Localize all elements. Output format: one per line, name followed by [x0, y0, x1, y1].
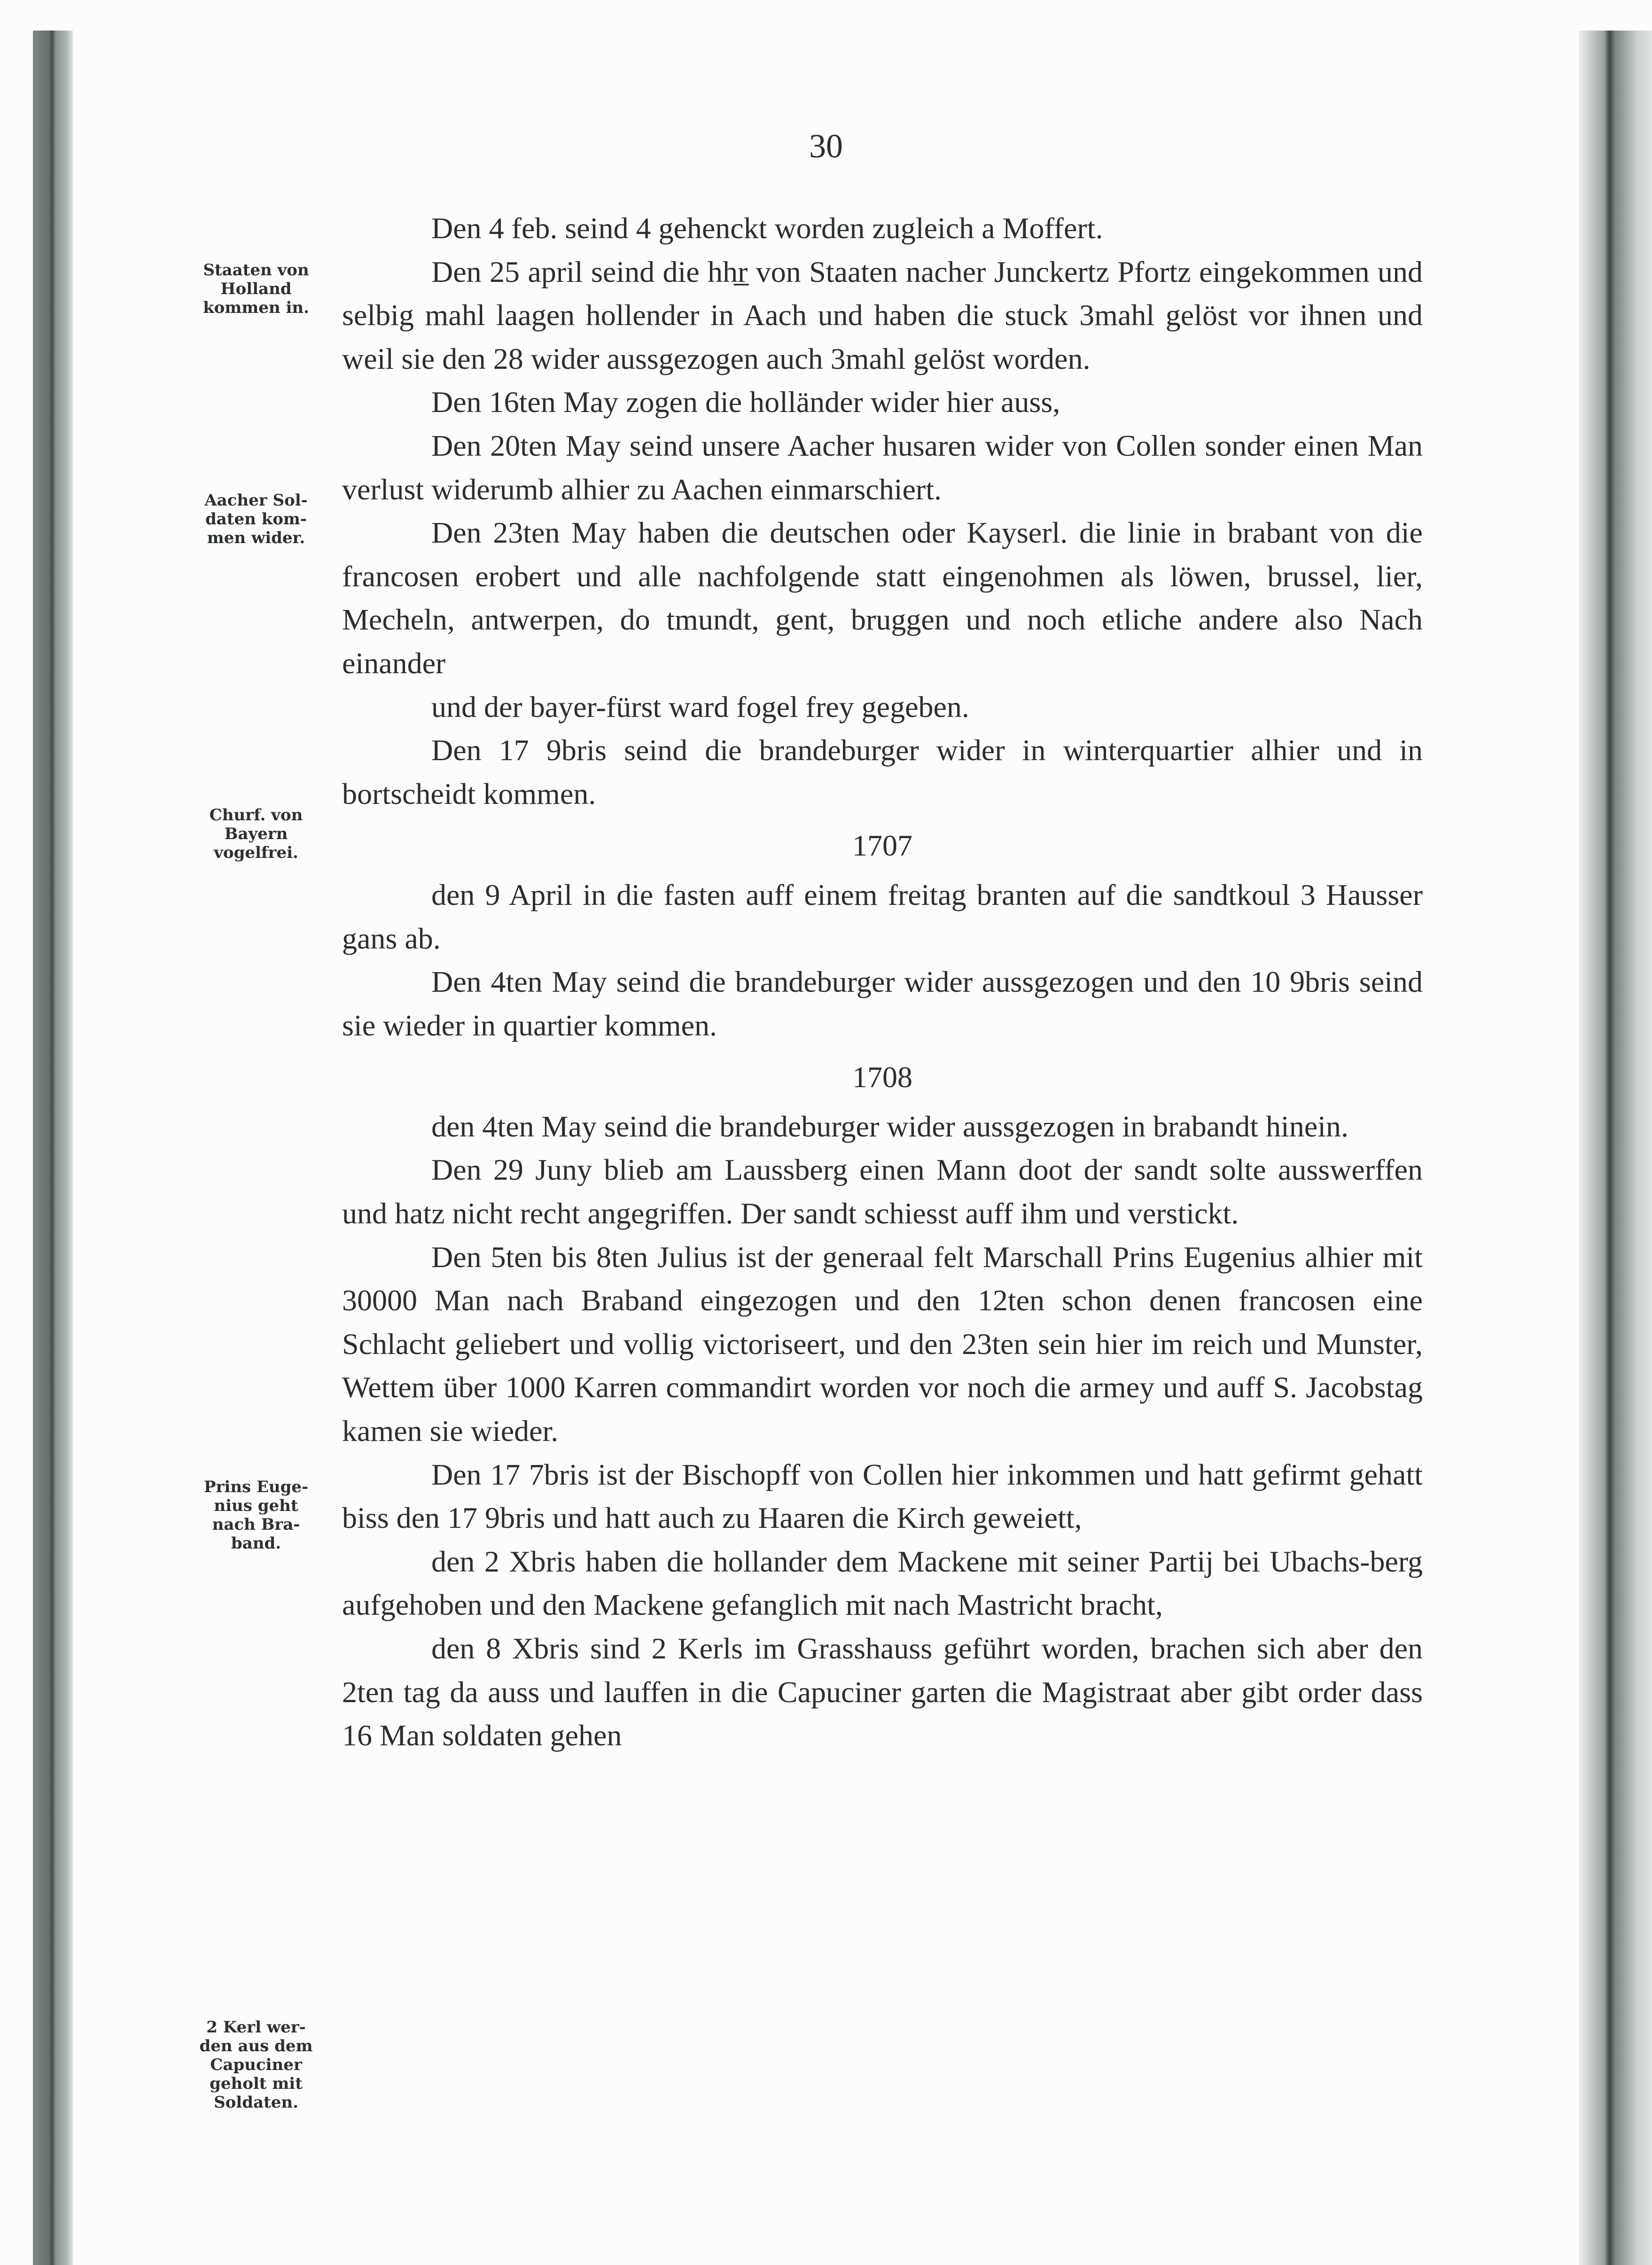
margin-note-aacher [179, 491, 334, 547]
margin-note-line: Capuciner [210, 2055, 302, 2074]
book-spine-left-shadow [33, 31, 73, 2265]
margin-note-line: Aacher Sol- [204, 491, 308, 510]
page-number: 30 [809, 127, 843, 165]
margin-note-line: Soldaten. [214, 2093, 298, 2112]
paragraph: den 2 Xbris haben die hollander dem Mackene mit seiner Partij bei Ubachs-berg aufgehoben und den Mackene gefanglich mit nach Mastricht bracht, [342, 1544, 1423, 1622]
margin-note-line: nius geht [214, 1496, 298, 1515]
margin-note-line: Holland [220, 280, 292, 298]
margin-note-line: kommen in. [203, 298, 309, 317]
margin-note-line: band. [231, 1534, 281, 1553]
margin-note-line: den aus dem [199, 2037, 313, 2055]
paragraph: Den 17 9bris seind die brandeburger wider in winterquartier alhier und in bortscheidt kommen. [342, 733, 1423, 810]
margin-note-churf [179, 806, 334, 862]
margin-note-line: daten kom- [205, 510, 307, 529]
paragraph: den 8 Xbris sind 2 Kerls im Grasshauss geführt worden, brachen sich aber den 2ten tag da auss und lauffen in die Capuciner garten die Magistraat aber gibt order dass 16 Man soldaten gehen [342, 1632, 1423, 1752]
margin-note-line: Staaten von [203, 261, 309, 280]
margin-note-line: Prins Euge- [203, 1478, 309, 1496]
paragraph: Den 4ten May seind die brandeburger wider aussgezogen und den 10 9bris seind sie wieder in quartier kommen. [342, 965, 1423, 1042]
paragraph: Den 17 7bris ist der Bischopff von Collen hier inkommen und hatt gefirmt gehatt biss den 17 9bris und hatt auch zu Haaren die Kirch geweiett, [342, 1457, 1423, 1535]
paragraph: den 4ten May seind die brandeburger wider aussgezogen in brabandt hinein. [431, 1109, 1348, 1143]
margin-note-line: geholt mit [210, 2074, 303, 2093]
margin-note-kerl [179, 2018, 334, 2112]
paragraph: und der bayer-fürst ward fogel frey gegeben. [431, 690, 969, 724]
paragraph: Den 25 april seind die hhr̲ von Staaten nacher Junckertz Pfortz eingekommen und selbig mahl laagen hollender in Aach und haben die stuck 3mahl gelöst vor ihnen und weil sie den 28 wider aussgezogen auch 3mahl gelöst worden. [342, 255, 1423, 375]
margin-note-line: Churf. von [209, 806, 303, 825]
margin-note-line: men wider. [207, 529, 305, 547]
margin-note-line: 2 Kerl wer- [206, 2018, 306, 2037]
year-heading: 1707 [852, 829, 912, 863]
margin-note-line: nach Bra- [212, 1515, 300, 1534]
year-heading: 1708 [852, 1060, 912, 1094]
paragraph: Den 4 feb. seind 4 gehenckt worden zugleich a Moffert. [431, 211, 1103, 245]
margin-note-line: vogelfrei. [214, 843, 298, 862]
body-text [342, 207, 1423, 1758]
book-spine-right-shadow [1579, 31, 1652, 2265]
margin-note-staaten [179, 261, 334, 317]
paragraph: Den 23ten May haben die deutschen oder Kayserl. die linie in brabant von die francosen erobert und alle nachfolgende statt eingenohmen als löwen, brussel, lier, Mecheln, antwerpen, do tmundt, gent, bruggen und noch etliche andere also Nach einander [342, 516, 1423, 680]
paragraph: Den 29 Juny blieb am Laussberg einen Mann doot der sandt solte ausswerffen und hatz nicht recht angegriffen. Der sandt schiesst auff ihm und verstickt. [342, 1153, 1423, 1230]
margin-note-prins [179, 1478, 334, 1553]
paragraph: den 9 April in die fasten auff einem freitag branten auf die sandtkoul 3 Hausser gans ab. [342, 878, 1423, 955]
margin-note-line: Bayern [224, 825, 288, 843]
paragraph: Den 16ten May zogen die holländer wider hier auss, [431, 385, 1060, 419]
paragraph: Den 5ten bis 8ten Julius ist der generaal felt Marschall Prins Eugenius alhier mit 30000 Man nach Braband eingezogen und den 12ten schon denen francosen eine Schlacht geliebert und vollig victoriseert, und den 23ten sein hier im reich und Munster, Wettem über 1000 Karren commandirt worden vor noch die armey und auff S. Jacobstag kamen sie wieder. [342, 1240, 1423, 1448]
paragraph: Den 20ten May seind unsere Aacher husaren wider von Collen sonder einen Man verlust widerumb alhier zu Aachen einmarschiert. [342, 428, 1423, 506]
